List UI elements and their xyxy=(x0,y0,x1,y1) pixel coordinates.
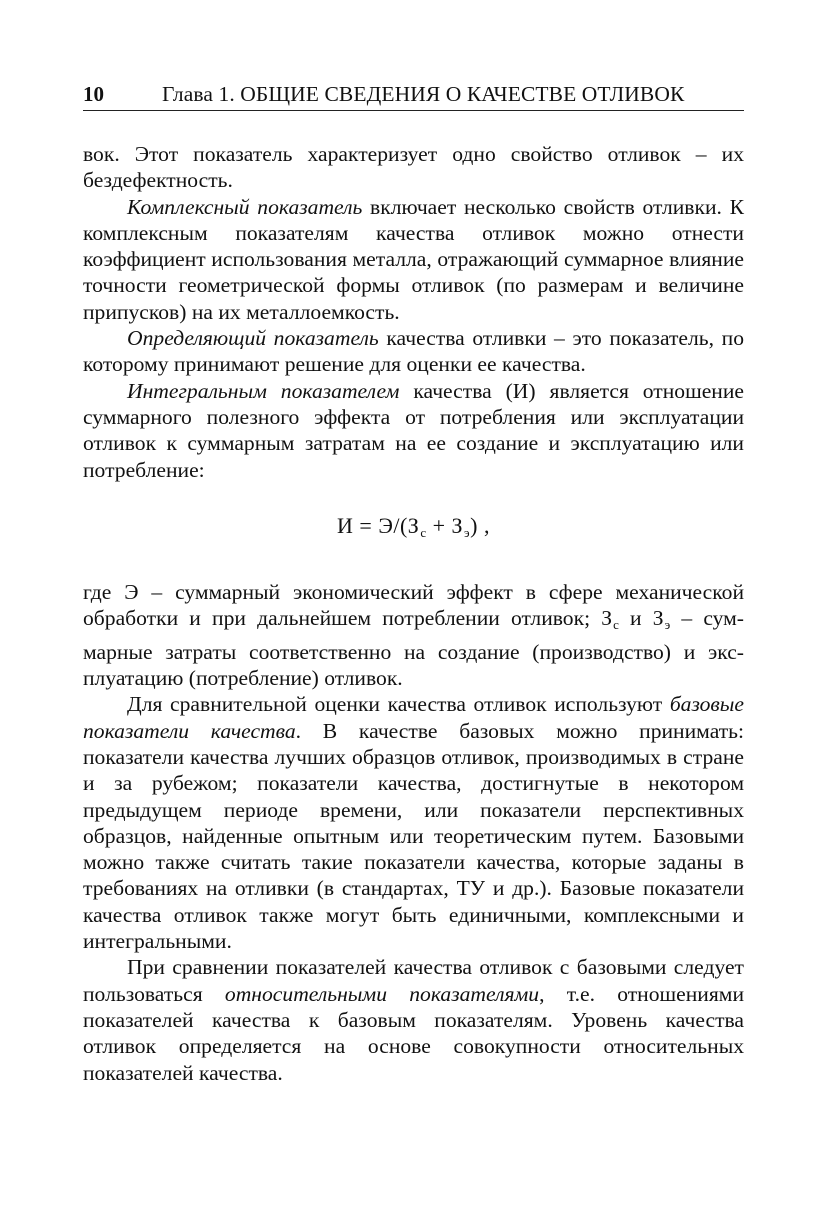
paragraph-relative-indicators-text-a: При сравнении показателей качества отливок с базовыми следует пользоваться xyxy=(83,955,744,1006)
symbol-z-c: З xyxy=(601,606,613,631)
formula-rhs: ) , xyxy=(470,512,490,538)
paragraph-1-text: вок. Этот показатель характеризует одно свойство отливок – их бездефектность. xyxy=(83,142,744,193)
paragraph-complex-indicator-text: включает несколько свойств отливки. К комплексным показателям качества отливок можно отнести коэффициент использования металла, отражающий суммарное влияние точности геометрической формы отливок (по размерам и величине припусков) на их металлоемкость. xyxy=(83,194,745,324)
body-text xyxy=(83,141,744,1086)
paragraph-where-and: и xyxy=(618,606,653,631)
paragraph-base-indicators-text-b: . В качестве базовых можно принимать: показатели качества лучших образцов отливок, производимых в стране и за рубежом; показатели качества, достигнутые в некотором предыдущем периоде времени, или показатели перспективных образцов, найденные опытным или теоретическим путем. Базовыми можно также считать такие показатели качества, которые заданы в требованиях на отливки (в стандартах, ТУ и др.). Базовые показатели качества отливок также могут быть единичными, комплексными и интегральными. xyxy=(83,718,744,954)
paragraph-base-indicators xyxy=(83,691,744,954)
term-base-indicators: базовые показатели качества xyxy=(83,692,744,743)
paragraph-defining-indicator-text: качества отливки – это показатель, по которому принимают решение для оценки ее качества. xyxy=(83,326,745,377)
paragraph-base-indicators-text-a: Для сравнительной оценки качества отливок используют xyxy=(127,692,670,717)
paragraph-where-text-b: – суммарные затраты соответственно на создание (производство) и эксплуатацию (потребление) отливок. xyxy=(83,606,744,691)
symbol-z-e-sub: э xyxy=(664,617,671,633)
paragraph-integral-indicator-text: качества (И) является отношение суммарного полезного эффекта от потребления или эксплуатации отливок к суммарным затратам на ее создание и эксплуатацию или потребление: xyxy=(83,378,745,482)
formula-mid: + З xyxy=(426,512,464,538)
symbol-z-e: З xyxy=(652,606,664,631)
term-defining-indicator: Определяющий показатель xyxy=(127,326,379,351)
paragraph-integral-indicator xyxy=(83,378,744,483)
formula-sub-e: э xyxy=(464,524,471,540)
chapter-title: Глава 1. ОБЩИЕ СВЕДЕНИЯ О КАЧЕСТВЕ ОТЛИВОК xyxy=(162,82,685,106)
paragraph-relative-indicators-text-b: , т.е. отношениями показателей качества к базовым показателям. Уровень качества отливок определяется на основе совокупности относительных показателей качества. xyxy=(83,981,745,1085)
paragraph-where xyxy=(83,579,744,691)
paragraph-complex-indicator xyxy=(83,194,744,325)
term-relative-indicators: относительными показателями xyxy=(224,981,540,1006)
paragraph-where-text-a: где Э – суммарный экономический эффект в сфере механической обработки и при дальнейшем потреблении отливок; xyxy=(83,580,744,631)
formula-sub-c: с xyxy=(420,524,427,540)
term-complex-indicator: Комплексный показатель xyxy=(127,194,363,219)
symbol-z-c-sub: с xyxy=(613,617,619,633)
paragraph-defining-indicator xyxy=(83,325,744,378)
paragraph-relative-indicators xyxy=(83,954,744,1085)
term-integral-indicator: Интегральным показателем xyxy=(127,378,400,403)
page-number: 10 xyxy=(83,82,104,106)
formula-lhs: И = Э/(З xyxy=(337,512,420,538)
paragraph-1 xyxy=(83,141,744,194)
book-page xyxy=(83,78,744,1086)
running-header xyxy=(83,78,744,111)
integral-formula xyxy=(83,513,744,546)
